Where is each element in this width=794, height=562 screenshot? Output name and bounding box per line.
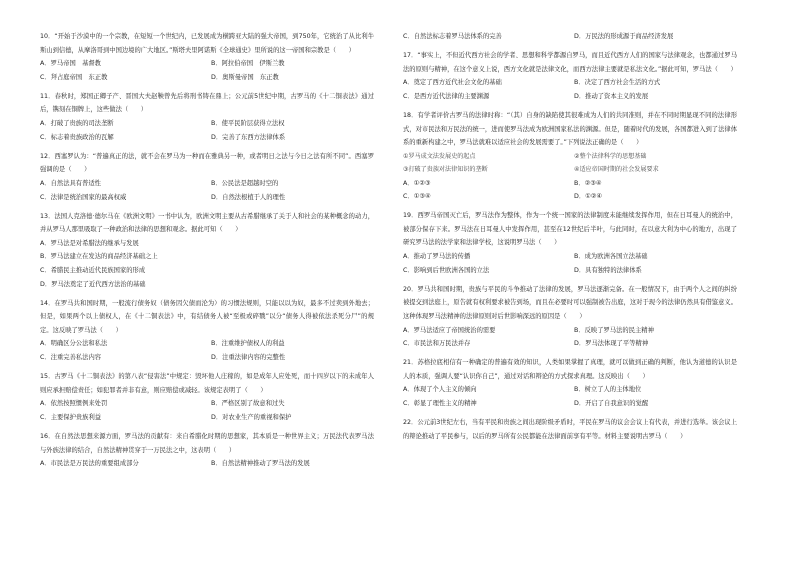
options — [403, 76, 737, 103]
option-b[interactable]: B．成为欧洲各国立法基础 — [574, 253, 648, 261]
option-a[interactable]: A．推动了罗马法的传播 — [403, 253, 471, 261]
question-stem: 12．西塞罗认为：“普遍真正的法，就不会在罗马为一种而在雅典另一种，或者明日之法与今日之法有所不同”。西塞罗强调的是（ ） — [40, 152, 374, 174]
statement-1: ①罗马成文法发展史的起点 — [403, 152, 476, 160]
question-11 — [40, 90, 374, 144]
options — [40, 177, 374, 204]
option-c[interactable]: C．法律是统治国家的最高权威 — [40, 193, 127, 201]
options — [40, 57, 374, 84]
option-c[interactable]: C．影响到后世欧洲各国的立法 — [403, 266, 490, 274]
question-stem: 22．公元前3世纪左右，当有平民和贵族之间出现阶级矛盾时，平民在罗马的议会会议上有代表，并进行选举。该会议上的辩论推动了平民参与，以后的罗马所有公民都能在法律面前享有平等。材料主要说明古罗马（ ） — [403, 419, 737, 440]
option-d[interactable]: D．奥斯曼帝国 东正教 — [211, 73, 279, 81]
question-stem: 21．苏格拉底相信有一种确定的普遍有效的知识，人类如果掌握了真理，就可以做到正确的判断，他认为道德的认识是人的本质，强调人要“认识你自己”，通过对话和辩论的方式探求真理。这反映出（ ） — [403, 359, 737, 380]
question-stem: 15．古罗马《十二铜表法》的第八表“侵害法”中规定：毁坏他人庄稼的，如是成年人应处死，而十四岁以下的未成年人则应承担赔偿责任；如犯罪者并非有意，则应赔偿或减轻。该规定表明了（ ） — [40, 373, 374, 394]
options — [403, 30, 737, 44]
question-stem: 20．罗马共和国时期，贵族与平民的斗争推动了法律的发展，罗马法逐渐完备。在一般情况下，由于两个人之间的纠纷被提交到法庭上，原告就有权利要求被告到场，而且在必要时可以强制被告出庭，这对于现今的法律仍然具有借鉴意义。这种体现罗马法精神的法律原则对后世影响深远的原因是（ ） — [403, 285, 737, 320]
question-13 — [40, 210, 374, 292]
option-c[interactable]: C．是西方近代法律的主要渊源 — [403, 92, 490, 100]
question-18 — [403, 109, 737, 204]
option-b[interactable]: B．注重维护债权人的利益 — [211, 340, 285, 348]
option-a[interactable]: A．罗马法适应了帝国统治的需要 — [403, 326, 496, 334]
question-stem: 17．“事实上，不但近代西方社会的学者、思想和科学都源自罗马，而且近代西方人们的国家与法律观念，也都通过罗马法的原则与精神，在这个意义上说，西方文化就是法律文化，而西方法律主要就是私法文化。”据此可知，罗马法（ ） — [403, 52, 737, 73]
option-a[interactable]: A．市民法是万民法的重要组成部分 — [40, 460, 139, 468]
question-21 — [403, 356, 737, 410]
option-a[interactable]: A．体现了个人主义的倾向 — [403, 386, 477, 394]
option-d[interactable]: D．万民法的形成源于商品经济发展 — [574, 33, 674, 40]
option-d[interactable]: D．完善了东西方法律体系 — [211, 133, 286, 141]
option-d[interactable]: D．对农业生产的重视和保护 — [211, 413, 292, 421]
options — [40, 337, 374, 364]
question-22 — [403, 416, 737, 443]
question-20 — [403, 283, 737, 351]
question-17 — [403, 49, 737, 103]
question-14 — [40, 297, 374, 365]
option-b[interactable]: B．②③④ — [574, 179, 602, 187]
option-c[interactable]: C．主要保护贵族利益 — [40, 413, 102, 421]
option-d[interactable]: D．开启了自我意识的觉醒 — [574, 399, 649, 407]
option-b[interactable]: B．公民法是超越时空的 — [211, 179, 279, 187]
options — [40, 457, 374, 471]
question-stem: 19．西罗马帝国灭亡后，罗马法作为整体，作为一个统一国家的法律制度未能继续发挥作用，但在日耳曼人的统治中，被部分保存下来。罗马法在日耳曼人中发挥作用，甚至在12世纪后半叶，与此同时，在以意大利为中心的地方，出现了研究罗马法的法学家和法律学校，这说明罗马法（ ） — [403, 212, 737, 247]
option-c[interactable]: C．希腊民主推动近代民族国家的形成 — [40, 267, 146, 274]
option-b[interactable]: B．严格区别了故意和过失 — [211, 400, 285, 408]
option-c[interactable]: C．自然法标志着罗马法体系的完善 — [403, 33, 502, 40]
option-b[interactable]: B．反映了罗马法的民主精神 — [574, 326, 654, 334]
option-c[interactable]: C．①③④ — [403, 193, 431, 201]
option-d[interactable]: D．具有独特的法律体系 — [574, 266, 642, 274]
options — [403, 177, 737, 204]
question-12 — [40, 150, 374, 204]
option-a[interactable]: A．奠定了西方近代社会文化的基础 — [403, 79, 502, 87]
question-16-continued — [403, 30, 737, 44]
question-stem: 13．法国人克洛德·德尔马在《欧洲文明》一书中认为，欧洲文明主要从古希腊继承了关于人和社会的某种概念的动力，并从罗马人那里吸取了一种政治和法律的思想和观念。据此可知（ ） — [40, 212, 374, 234]
option-a[interactable]: A．罗马法是对希腊法的继承与发展 — [40, 239, 139, 247]
option-b[interactable]: B．自然法精神推动了罗马法的发展 — [211, 460, 310, 468]
question-10 — [40, 30, 374, 84]
option-a[interactable]: A．明确区分公法和私法 — [40, 340, 108, 348]
option-b[interactable]: B．使平民阶层获得立法权 — [211, 120, 285, 128]
option-d[interactable]: D．①②④ — [574, 193, 603, 201]
options — [403, 250, 737, 277]
question-stem: 11．春秋时，郑国正卿子产、晋国大夫赵鞅曾先后将刑书铸在鼎上；公元前5世纪中期，古罗马的《十二铜表法》通过后，镌刻在铜牌上，这些做法（ ） — [40, 92, 374, 114]
options — [40, 237, 374, 291]
options — [403, 383, 737, 410]
option-a[interactable]: A．打破了贵族的司法垄断 — [40, 120, 114, 128]
option-b[interactable]: B．决定了西方社会生活的方式 — [574, 79, 661, 87]
left-column — [40, 30, 374, 476]
question-16 — [40, 430, 374, 471]
question-stem: 10．“开始于沙漠中的一个宗教，在短短一个世纪内，已发展成为横跨亚大陆的强大帝国，到750年，它统治了从比利牛斯山到信德，从摩洛哥到中国边境的广大地区。”斯塔夫里阿诺斯《全球通史》里所说的这一帝国和宗教是（ ） — [40, 33, 374, 54]
question-stem: 16．在自然法思想来源方面，罗马法的贡献有：来自希腊化时期的思想家，其本质是一种世界主义；万民法代表罗马法与外族法律的结合，自然法精神贯穿于一万民法之中，这表明（ ） — [40, 433, 374, 454]
statement-3: ③打破了贵族对法律知识的垄断 — [403, 166, 488, 174]
question-stem: 14．在罗马共和国时期，一般流行债务奴（债务因欠债而沦为）的习惯法规则，只能以以为奴，最多不过卖到外地去；但是，如果两个以上债权人，在《十二铜表法》中，有结债务人被“至极或碎戮”以分“债务人得被依法杀死分尸”的规定。这反映了罗马法（ ） — [40, 299, 374, 334]
option-c[interactable]: C．标志着贵族政治的瓦解 — [40, 133, 114, 141]
option-d[interactable]: D．罗马法体现了平等精神 — [574, 340, 649, 348]
right-column — [403, 30, 737, 449]
statement-2: ②整个法律科学的思想基础 — [574, 152, 647, 160]
question-19 — [403, 209, 737, 277]
options — [403, 324, 737, 351]
question-stem: 18．有学者评价古罗马的法律时称：“（其）自身的缺陷使其很难成为人们的共同准则，并在不同时期显现不同的法律形式，对市民法和万民法的统一，进而使罗马法成为欧洲国家私法的渊源。但是，随着时代的发展，各国都进入到了法律体系的重新构建之中，罗马法就难以适应社会的发展需要了。”下列说法正确的是（ ） — [403, 111, 737, 147]
option-b[interactable]: B．阿拉伯帝国 伊斯兰教 — [211, 60, 285, 68]
option-b[interactable]: B．罗马法建立在发达的商品经济基础之上 — [40, 253, 158, 261]
option-d[interactable]: D．罗马法奠定了近代西方法治的基础 — [40, 280, 146, 288]
option-d[interactable]: D．自然法根植于人的理性 — [211, 193, 286, 201]
options — [40, 117, 374, 144]
option-b[interactable]: B．树立了人的主体地位 — [574, 386, 642, 394]
options — [40, 397, 374, 424]
statement-4: ④适应帝国时期的社会发展要求 — [574, 166, 659, 174]
option-c[interactable]: C．市民法和万民法并存 — [403, 340, 471, 348]
option-a[interactable]: A．自然法具有普适性 — [40, 179, 101, 187]
option-a[interactable]: A．①②③ — [403, 179, 431, 187]
option-c[interactable]: C．注重完善私法内容 — [40, 354, 102, 362]
option-c[interactable]: C．拜占庭帝国 东正教 — [40, 73, 108, 81]
question-15 — [40, 370, 374, 424]
option-a[interactable]: A．依然按照惯例来处罚 — [40, 400, 108, 408]
option-d[interactable]: D．注重法律内容的完整性 — [211, 354, 286, 362]
option-a[interactable]: A．罗马帝国 基督教 — [40, 60, 101, 68]
option-c[interactable]: C．彰显了理性主义的精神 — [403, 399, 477, 407]
statement-list — [403, 150, 737, 177]
option-d[interactable]: D．推动了资本主义的发展 — [574, 92, 649, 100]
